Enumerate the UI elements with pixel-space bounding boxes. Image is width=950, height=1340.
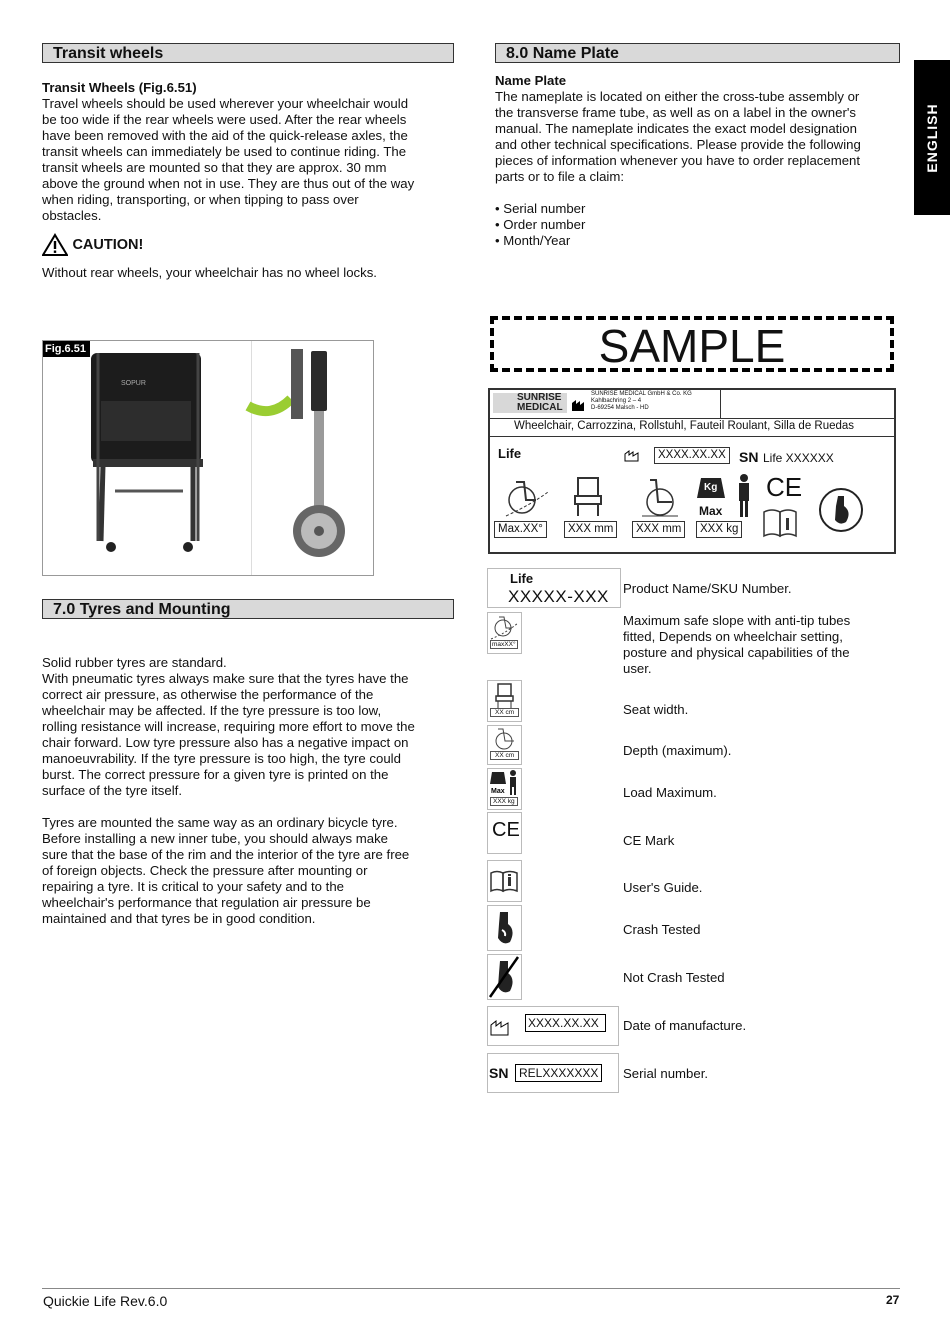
plate-depth: XXX mm [632,521,685,538]
text-line: Maximum safe slope with anti-tip tubes [623,613,851,628]
text-line: burst. The correct pressure for a given tyre is printed on the [42,767,389,782]
divider [720,390,721,418]
not-crash-tested-icon [488,955,521,999]
transit-body [42,96,414,224]
language-tab [914,60,950,215]
slope-wheelchair-icon [502,474,552,520]
sunrise-logo [493,393,567,413]
legend-label: Date of manufacture. [623,1018,747,1033]
divider [490,436,894,437]
text-line: when riding, transporting, or when tipping to pass over [42,192,359,207]
text-line: surface of the tyre itself. [42,783,182,798]
users-guide-icon [488,861,521,901]
crash-tested-icon-box [487,905,522,951]
address-line: D-69254 Malsch - HD [591,405,649,411]
text-line: Before installing a new inner tube, you should always make [42,831,389,846]
company-address [591,391,692,412]
text-line: chair forward. Low tyre pressure also has a negative impact on [42,735,409,750]
depth-icon-box [487,725,522,765]
nameplate-heading-text: 8.0 Name Plate [506,45,619,62]
legend-label: Crash Tested [623,922,701,937]
bullet-item: • Serial number [495,201,586,216]
load-icon-text: XXX kg [490,797,518,806]
nameplate-bullets [495,201,585,249]
text-line: The nameplate is located on either the cross-tube assembly or [495,89,860,104]
caution-block [42,233,143,257]
text-line: fitted, Depends on wheelchair setting, [623,629,843,644]
date-icon-text: XXXX.XX.XX [525,1014,606,1032]
text-line: rolling resistance will increase, requiring more effort to move the [42,719,415,734]
sn-icon-text: RELXXXXXXX [515,1064,602,1082]
figure-label: Fig.6.51 [43,341,90,357]
text-line: the transverse frame tube, as well as on a label in the owner's [495,105,856,120]
svg-text:Max: Max [491,788,505,795]
text-line: wheelchair's performance that regulation air pressure be [42,895,371,910]
nameplate-heading [495,43,900,63]
crash-tested-icon [818,484,864,536]
slope-icon [488,613,521,641]
legend-label: Depth (maximum). [623,743,732,758]
users-guide-icon [762,508,800,538]
text-line: Travel wheels should be used wherever your wheelchair would [42,96,409,111]
brand-text: SOPUR [121,380,146,387]
legend-label: Not Crash Tested [623,970,725,985]
tyres-para-1 [42,655,415,799]
nameplate-subheading: Name Plate [495,73,567,88]
sample-text: SAMPLE [598,320,786,372]
footer-title: Quickie Life Rev.6.0 [43,1293,168,1309]
legend-label: Serial number. [623,1066,709,1081]
seat-width-icon-text: XX cm [490,708,519,717]
caution-label: CAUTION! [72,237,144,253]
bullet-item: • Month/Year [495,233,571,248]
text-line: pieces of information whenever you have to order replacement [495,153,861,168]
tyres-heading-text: 7.0 Tyres and Mounting [53,601,231,618]
text-line: manual. The nameplate indicates the exact model designation [495,121,857,136]
text-line: parts or to file a claim: [495,169,624,184]
transit-heading [42,43,454,63]
transit-heading-text: Transit wheels [53,45,164,62]
text-line: manoeuvrability. If the tyre pressure is too high, the tyre could [42,751,401,766]
plate-model: Life [498,446,522,461]
page-number: 27 [886,1293,900,1307]
text-line: transit wheels are mounted so that they are approx. 30 mm [42,160,387,175]
ce-mark-icon: CE [492,819,520,841]
legend-label: User's Guide. [623,880,703,895]
language-tab-label: ENGLISH [924,102,940,173]
text-line: sure that the base of the rim and the interior of the tyre are free [42,847,410,862]
text-line: correct air pressure, as otherwise the performance of the [42,687,374,702]
not-crash-tested-icon-box [487,954,522,1000]
text-line: user. [623,661,652,676]
seat-width-icon [570,474,608,520]
date-icon-box [487,1006,619,1046]
manufacture-date-icon [490,1017,512,1037]
kg-label: Kg [704,482,718,493]
warning-triangle-icon [42,233,68,257]
slope-icon-box [487,612,522,654]
guide-icon-box [487,860,522,902]
text-line: above the ground when not in use. They are thus out of the way [42,176,415,191]
plate-date: XXXX.XX.XX [654,447,730,464]
text-line: wheelchair may be affected. If the tyre pressure is too low, [42,703,382,718]
ce-mark: CE [766,472,803,502]
load-icon-box [487,768,522,810]
address-line: Kahlbachring 2 – 4 [591,398,642,404]
seat-width-icon [488,681,521,709]
bullet-item: • Order number [495,217,586,232]
depth-icon-text: XX cm [490,751,519,760]
product-types: Wheelchair, Carrozzina, Rollstuhl, Fauteil Roulant, Silla de Ruedas [514,420,855,432]
legend-label: Load Maximum. [623,785,717,800]
tyres-heading [42,599,454,619]
text-line: transit wheels can immediately be used to continue riding. The [42,144,407,159]
transit-subheading: Transit Wheels (Fig.6.51) [42,80,197,95]
text-line: of foreign objects. Check the pressure after mounting or [42,863,368,878]
text-line: have been removed with the aid of the quick-release axles, the [42,128,408,143]
plate-load: XXX kg [696,521,742,538]
tyres-para-2 [42,815,409,927]
plate-sn-label: SN [739,449,759,465]
load-max-icon [488,769,521,797]
seat-depth-icon [638,474,682,520]
slope-icon-text: maxXX° [492,641,516,648]
manufacturer-icon [571,398,585,412]
text-line: maintained and that tyres be in good condition. [42,911,316,926]
plate-slope: Max.XX° [494,521,547,538]
figure-6-51 [42,340,374,576]
sample-box [490,316,894,372]
plate-sn-value: Life XXXXXX [763,451,834,465]
name-plate [488,388,896,554]
crash-tested-icon [488,906,521,950]
text-line: repairing a tyre. It is critical to your safety and to the [42,879,344,894]
manufacture-date-icon [624,448,640,462]
ce-icon-box [487,812,522,854]
caution-text: Without rear wheels, your wheelchair has no wheel locks. [42,265,377,280]
seat-width-icon-box [487,680,522,722]
product-model: Life [510,571,534,586]
sn-icon-label: SN [489,1065,509,1081]
plate-width: XXX mm [564,521,617,538]
text-line: and other technical specifications. Please provide the following [495,137,861,152]
product-name-icon-box [487,568,621,608]
footer-rule [42,1288,900,1289]
address-line: SUNRISE MEDICAL GmbH & Co. KG [591,391,692,397]
legend-label [623,613,850,677]
legend-label: Product Name/SKU Number. [623,581,792,596]
plate-header [490,390,894,419]
transit-wheels-photo [43,341,373,575]
text-line: posture and physical capabilities of the [623,645,850,660]
text-line: Tyres are mounted the same way as an ordinary bicycle tyre. [42,815,398,830]
nameplate-body [495,89,861,185]
max-label: Max [699,504,723,518]
text-line: obstacles. [42,208,102,223]
text-line: With pneumatic tyres always make sure that the tyres have the [42,671,409,686]
legend-label: CE Mark [623,833,675,848]
legend-label: Seat width. [623,702,689,717]
seat-depth-icon [488,726,521,752]
sunrise-logo-text: SUNRISE MEDICAL [517,392,563,413]
text-line: be too wide if the rear wheels were used. After the rear wheels [42,112,407,127]
serial-icon-box [487,1053,619,1093]
product-sku: XXXXX-XXX [508,587,609,606]
text-line: Solid rubber tyres are standard. [42,655,227,670]
